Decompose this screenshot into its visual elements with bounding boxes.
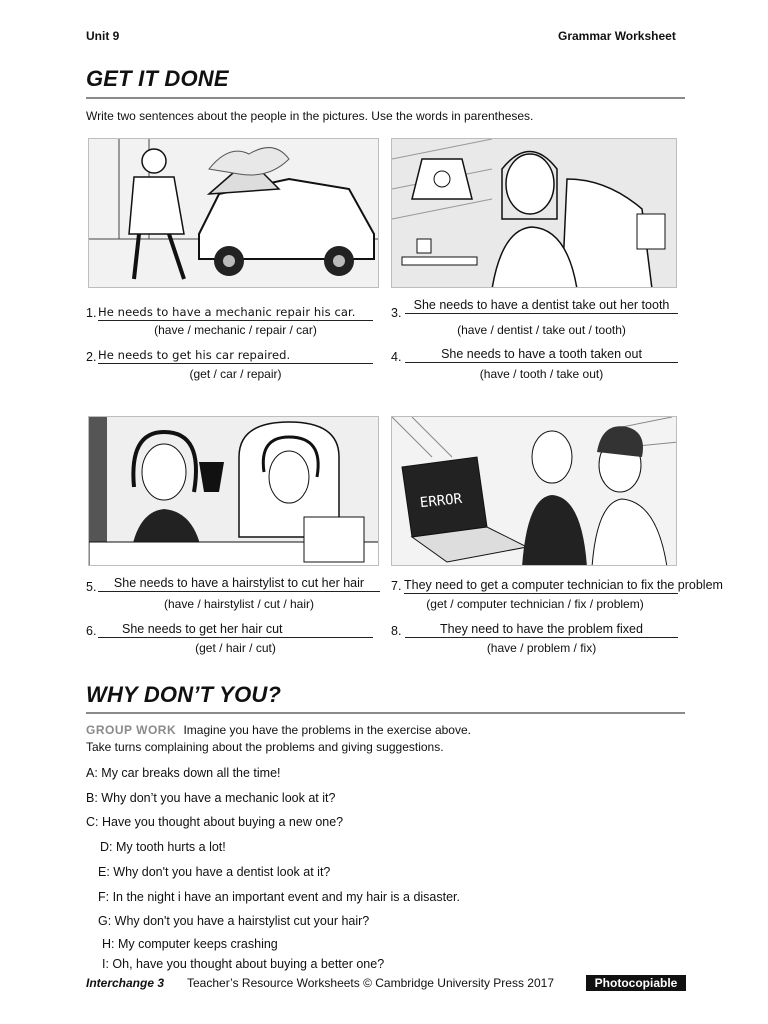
illustration-computer-error — [391, 416, 677, 566]
dialogue-line-a: A: My car breaks down all the time! — [86, 766, 281, 780]
cue-4: (have / tooth / take out) — [479, 367, 604, 381]
cue-5: (have / hairstylist / cut / hair) — [163, 597, 315, 611]
cue-3: (have / dentist / take out / tooth) — [457, 323, 626, 337]
answer-4: She needs to have a tooth taken out — [405, 347, 678, 363]
unit-label: Unit 9 — [86, 29, 120, 43]
cue-2: (get / car / repair) — [189, 367, 282, 381]
dialogue-line-e: E: Why don't you have a dentist look at it? — [98, 865, 331, 879]
dialogue-line-h: H: My computer keeps crashing — [102, 937, 278, 951]
dialogue-line-c: C: Have you thought about buying a new one? — [86, 815, 344, 829]
item-number-8: 8. — [391, 624, 402, 638]
illustration-bad-hair — [88, 416, 379, 566]
cue-1: (have / mechanic / repair / car) — [154, 323, 317, 337]
section-title-get-it-done: GET IT DONE — [86, 66, 229, 91]
answer-8: They need to have the problem fixed — [405, 622, 678, 638]
answer-5: She needs to have a hairstylist to cut her hair — [98, 576, 380, 592]
item-number-3: 3. — [391, 306, 402, 320]
item-number-5: 5. — [86, 580, 97, 594]
photocopiable-badge: Photocopiable — [586, 975, 686, 991]
dialogue-line-b: B: Why don’t you have a mechanic look at it? — [86, 791, 336, 805]
item-number-6: 6. — [86, 624, 97, 638]
group-work-label: GROUP WORK — [86, 723, 177, 737]
answer-7: They need to get a computer technician to fix the problem — [404, 578, 723, 592]
item-number-2: 2. — [86, 350, 97, 364]
answer-2: He needs to get his car repaired. — [98, 348, 373, 364]
group-work-intro — [86, 723, 471, 737]
illustration-toothache — [391, 138, 677, 288]
worksheet-type: Grammar Worksheet — [558, 29, 676, 43]
item-number-7: 7. — [391, 579, 402, 593]
answer-3: She needs to have a dentist take out her tooth — [405, 298, 678, 314]
cue-6: (get / hair / cut) — [195, 641, 276, 655]
answer-6: She needs to get her hair cut — [98, 622, 373, 638]
section-divider — [86, 97, 685, 99]
dialogue-line-g: G: Why don't you have a hairstylist cut your hair? — [98, 914, 370, 928]
cue-8: (have / problem / fix) — [486, 641, 597, 655]
illustration-car-broken — [88, 138, 379, 288]
intro-line-2: Take turns complaining about the problems and giving suggestions. — [86, 740, 444, 754]
section-divider-2 — [86, 712, 685, 714]
footer-book: Interchange 3 — [86, 976, 165, 990]
section-title-why-dont-you: WHY DON’T YOU? — [86, 682, 282, 707]
answer-1: He needs to have a mechanic repair his car. — [98, 305, 373, 321]
dialogue-line-f: F: In the night i have an important event and my hair is a disaster. — [98, 890, 460, 904]
cue-7: (get / computer technician / fix / problem) — [426, 597, 644, 611]
instructions: Write two sentences about the people in the pictures. Use the words in parentheses. — [86, 109, 534, 123]
dialogue-line-i: I: Oh, have you thought about buying a better one? — [102, 957, 385, 971]
dialogue-line-d: D: My tooth hurts a lot! — [100, 840, 226, 854]
intro-line-1: Imagine you have the problems in the exercise above. — [183, 723, 471, 737]
footer-credit: Teacher’s Resource Worksheets © Cambridge University Press 2017 — [187, 976, 554, 990]
item-number-1: 1. — [86, 306, 97, 320]
laptop-screen-text: ERROR — [419, 490, 463, 512]
item-number-4: 4. — [391, 350, 402, 364]
